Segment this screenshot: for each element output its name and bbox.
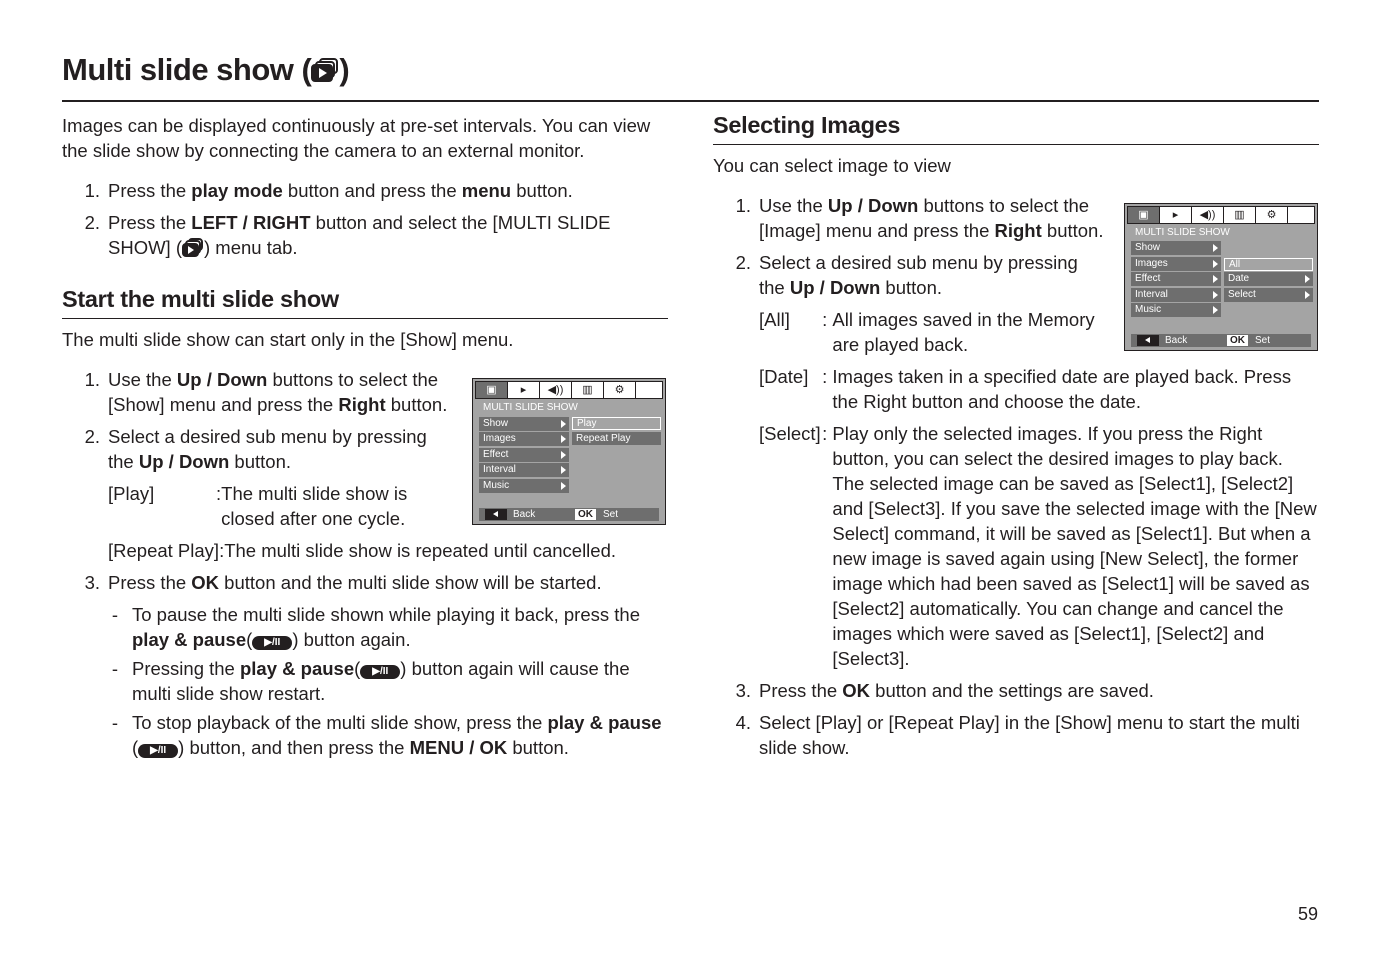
slide-show-tab-icon: ▣ — [476, 382, 508, 398]
multi-slide-show-icon — [182, 238, 204, 257]
lcd-tab-bar — [1127, 206, 1315, 224]
sound-tab-icon: ◀)) — [1192, 207, 1224, 223]
lcd-menu-item: Effect — [479, 448, 569, 462]
arrow-right-icon — [1305, 291, 1310, 299]
bullet-list — [62, 602, 668, 760]
definition-item: [Play] : The multi slide show is closed after one cycle. — [108, 483, 408, 529]
page-title — [62, 52, 349, 88]
definition-item: [Date] : Images taken in a specified date are played back. Press the Right button and choose the date. — [759, 366, 1292, 412]
page-number: 59 — [1298, 904, 1319, 924]
bullet-item: - To pause the multi slide shown while playing it back, press the play & pause( ▶/II ) button again. — [111, 604, 640, 650]
lcd-menu-item: Show — [479, 417, 569, 431]
list-item: 1. Use the Up / Down buttons to select the [Image] menu and press the Right button. — [735, 195, 1104, 241]
lcd-bottom-bar: Back OK Set — [479, 508, 659, 521]
section-steps — [713, 193, 1105, 357]
list-item: 3. Press the OK button and the settings are saved. — [735, 680, 1154, 701]
lcd-menu-title: MULTI SLIDE SHOW — [1135, 227, 1230, 238]
steps-list — [62, 178, 668, 260]
settings-tab-icon: ⚙ — [1256, 207, 1288, 223]
arrow-right-icon — [1213, 306, 1218, 314]
list-item: 1. Use the Up / Down buttons to select the [Show] menu and press the Right button. — [84, 369, 448, 415]
lcd-menu-item: Music — [1131, 303, 1221, 317]
lcd-option-selected: All — [1224, 258, 1313, 271]
arrow-right-icon — [1305, 275, 1310, 283]
arrow-right-icon — [561, 482, 566, 490]
definition-item: [All] : All images saved in the Memory are played back. — [759, 309, 1095, 355]
arrow-right-icon — [561, 451, 566, 459]
title-divider — [62, 100, 1319, 102]
list-item: 3. Press the OK button and the multi slide show will be started. — [84, 572, 602, 593]
lcd-option-selected: Play — [572, 417, 661, 430]
list-item: 1. Press the play mode button and press the menu button. — [84, 180, 573, 201]
ok-badge: OK — [1227, 335, 1248, 346]
section-heading: Start the multi slide show — [62, 287, 668, 319]
section-intro: The multi slide show can start only in the [Show] menu. — [62, 329, 514, 350]
display-tab-icon: ▥ — [1224, 207, 1256, 223]
bullet-item: - Pressing the play & pause( ▶/II ) button again will cause the multi slide show restart. — [111, 658, 630, 704]
arrow-right-icon — [1213, 275, 1218, 283]
play-pause-icon: ▶/II — [360, 665, 400, 679]
arrow-right-icon — [1213, 260, 1218, 268]
arrow-right-icon — [561, 420, 566, 428]
section-intro: You can select image to view — [713, 155, 951, 176]
bullet-item: - To stop playback of the multi slide show, press the play & pause ( ▶/II ) button, and then press the MENU / OK button. — [111, 712, 662, 758]
play-pause-icon: ▶/II — [252, 636, 292, 650]
list-item: 2. Select a desired sub menu by pressing the Up / Down button. — [735, 252, 1078, 298]
arrow-right-icon — [561, 466, 566, 474]
lcd-menu-item: Images — [479, 432, 569, 446]
play-pause-icon: ▶/II — [138, 744, 178, 758]
lcd-option: Date — [1224, 272, 1313, 286]
definition-item: [Repeat Play] : The multi slide show is repeated until cancelled. — [108, 540, 617, 561]
settings-tab-icon: ⚙ — [604, 382, 636, 398]
display-tab-icon: ▥ — [572, 382, 604, 398]
lcd-menu-item: Images — [1131, 257, 1221, 271]
section-steps — [62, 367, 452, 531]
page-title-close: ) — [339, 52, 350, 87]
lcd-option: Select — [1224, 288, 1313, 302]
lcd-menu-item: Effect — [1131, 272, 1221, 286]
camera-lcd-show-menu — [472, 378, 666, 525]
section-heading: Selecting Images — [713, 113, 1319, 145]
ok-badge: OK — [575, 509, 596, 520]
arrow-right-icon — [1213, 291, 1218, 299]
page-title-text: Multi slide show ( — [62, 52, 312, 87]
lcd-menu-item: Show — [1131, 241, 1221, 255]
list-item: 2. Select a desired sub menu by pressing the Up / Down button. — [84, 426, 427, 472]
lcd-option: Repeat Play — [572, 432, 661, 445]
play-tab-icon: ▸ — [1160, 207, 1192, 223]
lcd-menu-item: Interval — [479, 463, 569, 477]
arrow-right-icon — [1213, 244, 1218, 252]
back-arrow-icon — [485, 509, 507, 520]
list-item: 2. Press the LEFT / RIGHT button and select the [MULTI SLIDE SHOW] ( ) menu tab. — [84, 212, 611, 258]
back-arrow-icon — [1137, 335, 1159, 346]
arrow-right-icon — [561, 435, 566, 443]
lcd-menu-item: Music — [479, 479, 569, 493]
lcd-bottom-bar: Back OK Set — [1131, 334, 1311, 347]
list-item: 4. Select [Play] or [Repeat Play] in the [Show] menu to start the multi slide show. — [735, 712, 1300, 758]
play-tab-icon: ▸ — [508, 382, 540, 398]
slide-show-tab-icon: ▣ — [1128, 207, 1160, 223]
sound-tab-icon: ◀)) — [540, 382, 572, 398]
definition-item: [Select] : Play only the selected images. If you press the Right button, you can select the desired images to play back. The selected image can be saved as [Select1], [Select2] and [Select3]. If you save the selected image with the [New Select] command, it will be saved as [Select1]. But when a new image is saved again using [New Select], the former image which had been saved as [Select1] will be saved as [Select2] automatically. You can change and cancel the images which were saved as [Select1], [Select2] and [Select3]. — [759, 423, 1317, 669]
lcd-menu-title: MULTI SLIDE SHOW — [483, 402, 578, 413]
camera-lcd-images-menu — [1124, 203, 1318, 351]
multi-slide-show-icon — [311, 58, 339, 82]
lcd-menu-item: Interval — [1131, 288, 1221, 302]
intro-paragraph: Images can be displayed continuously at pre-set intervals. You can view the slide show by connecting the camera to an external monitor. — [62, 115, 651, 161]
lcd-tab-bar — [475, 381, 663, 399]
